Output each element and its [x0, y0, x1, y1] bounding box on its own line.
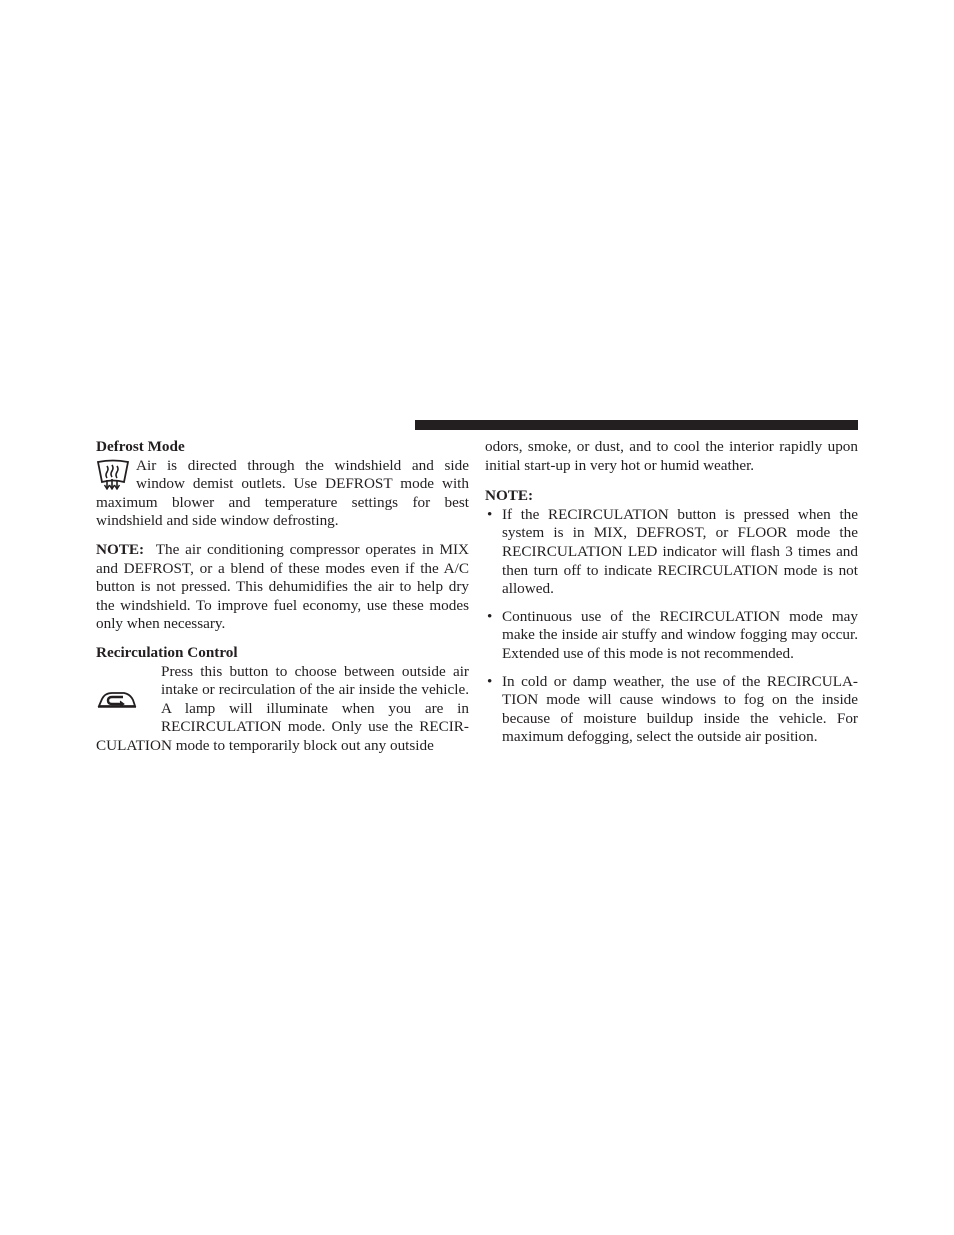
list-item-text: If the RECIRCULATION button is pressed when the system is in MIX, DEFROST, or FLOOR mode the RECIRCULATION LED indicator will flash 3 times and then turn off to indicate RECIRCULATION mode is not allowed.: [502, 505, 858, 598]
list-item: [485, 608, 858, 664]
recirculation-heading: Recirculation Control: [96, 643, 238, 661]
list-item-text: In cold or damp weather, the use of the RECIRCULA-TION mode will cause windows to fog on the inside because of moisture buildup inside the vehicle. For maximum defogging, select the outside air position.: [502, 672, 858, 746]
recirculation-icon: [96, 663, 161, 737]
bullet-icon: •: [487, 607, 493, 625]
defrost-icon: [96, 458, 136, 494]
note-text: The air conditioning compressor operates in MIX and DEFROST, or a blend of these modes even if the A/C button is not pressed. This dehumidifies the air to help dry the windshield. To improve fuel economy, use these modes only when necessary.: [96, 540, 470, 633]
note-label: NOTE:: [96, 540, 145, 558]
defrost-paragraph: Air is directed through the windshield and side window demist outlets. Use DEFROST mode with maximum blower and temperature settings for best windshield and side window defrosting.: [96, 456, 469, 530]
header-rule: [415, 420, 858, 430]
list-item: [485, 673, 858, 747]
bullet-icon: •: [487, 672, 493, 690]
note-paragraph: [96, 541, 469, 634]
bullet-icon: •: [487, 505, 493, 523]
left-column: [96, 438, 469, 756]
continued-paragraph: odors, smoke, or dust, and to cool the interior rapidly upon initial start-up in very hot or humid weather.: [485, 438, 858, 474]
list-item: [485, 506, 858, 599]
right-column: [485, 438, 858, 756]
note2-label: NOTE:: [485, 487, 534, 505]
recirculation-paragraph: Press this button to choose between outside air intake or recirculation of the air inside the vehicle. A lamp will illuminate when you are in RECIRCULATION mode. Only use the RECIR-CULATION mode to temporarily block out any outside: [96, 662, 469, 754]
note-bullet-list: [485, 506, 858, 747]
defrost-heading: Defrost Mode: [96, 438, 185, 455]
list-item-text: Continuous use of the RECIRCULATION mode may make the inside air stuffy and window fogging may occur. Extended use of this mode is not recommended.: [502, 607, 858, 662]
